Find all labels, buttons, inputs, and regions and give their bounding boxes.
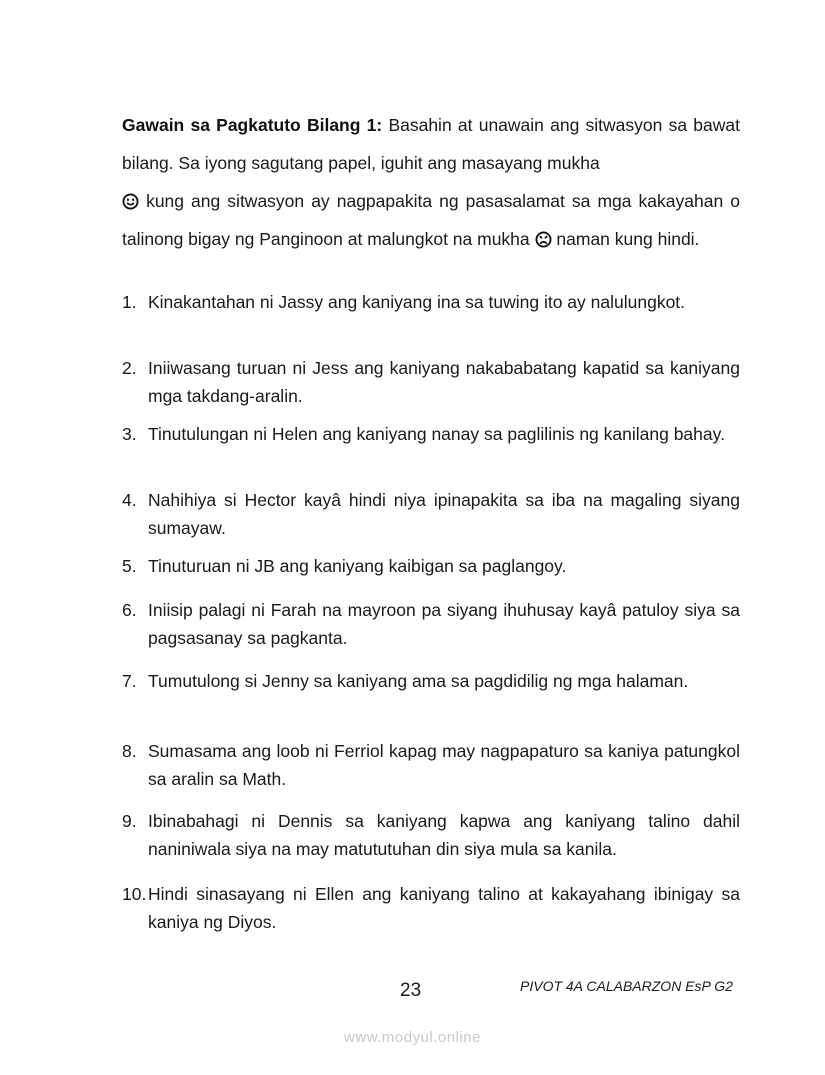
item-number: 9. [122,811,137,831]
page-number: 23 [400,980,422,1001]
item-text: Ibinabahagi ni Dennis sa kaniyang kapwa ang kaniyang talino dahil naniniwala siya na may matututuhan din siya mula sa kanila. [148,811,740,859]
watermark-text: www.modyul.online [344,1029,481,1046]
smiley-face-icon [122,193,139,210]
item-number: 4. [122,490,137,510]
item-text: Kinakantahan ni Jassy ang kaniyang ina sa tuwing ito ay nalulungkot. [148,292,686,312]
item-number: 2. [122,358,137,378]
instructions-paragraph [122,106,740,258]
instructions-text-2: kung ang sitwasyon ay nagpapakita ng pasasalamat sa mga kakayahan o talinong bigay ng Panginoon at malungkot na mukha [122,191,740,249]
list-item [122,420,740,448]
item-number: 7. [122,671,137,691]
item-number: 5. [122,556,137,576]
item-text: Iniiwasang turuan ni Jess ang kaniyang nakababatang kapatid sa kaniyang mga takdang-aralin. [148,358,740,406]
list-item [122,486,740,542]
item-text: Hindi sinasayang ni Ellen ang kaniyang talino at kakayahang ibinigay sa kaniya ng Diyos. [148,884,740,932]
list-item [122,807,740,863]
frowning-face-icon [535,231,552,248]
item-text: Sumasama ang loob ni Ferriol kapag may nagpapaturo sa kaniya patungkol sa aralin sa Math. [148,741,740,789]
item-number: 8. [122,741,137,761]
item-text: Nahihiya si Hector kayâ hindi niya ipinapakita sa iba na magaling siyang sumayaw. [148,490,740,538]
list-item [122,354,740,410]
list-item [122,737,740,793]
item-text: Tumutulong si Jenny sa kaniyang ama sa pagdidilig ng mga halaman. [148,671,689,691]
footer-title: PIVOT 4A CALABARZON EsP G2 [520,978,733,994]
item-number: 6. [122,600,137,620]
list-item [122,596,740,652]
item-number: 10. [122,884,147,904]
activity-heading: Gawain sa Pagkatuto Bilang 1: [122,115,383,135]
instructions-text-3: naman kung hindi. [556,229,700,249]
list-item [122,667,740,695]
item-number: 1. [122,292,137,312]
item-text: Iniisip palagi ni Farah na mayroon pa siyang ihuhusay kayâ patuloy siya sa pagsasanay sa pagkanta. [148,600,740,648]
item-text: Tinuturuan ni JB ang kaniyang kaibigan sa paglangoy. [148,556,567,576]
instructions-text-1: Basahin at unawain ang sitwasyon sa bawat bilang. Sa iyong sagutang papel, iguhit ang masayang mukha [122,115,740,173]
item-number: 3. [122,424,137,444]
item-text: Tinutulungan ni Helen ang kaniyang nanay sa paglilinis ng kanilang bahay. [148,424,725,444]
list-item [122,552,740,580]
list-item [122,880,740,936]
list-item [122,288,740,316]
